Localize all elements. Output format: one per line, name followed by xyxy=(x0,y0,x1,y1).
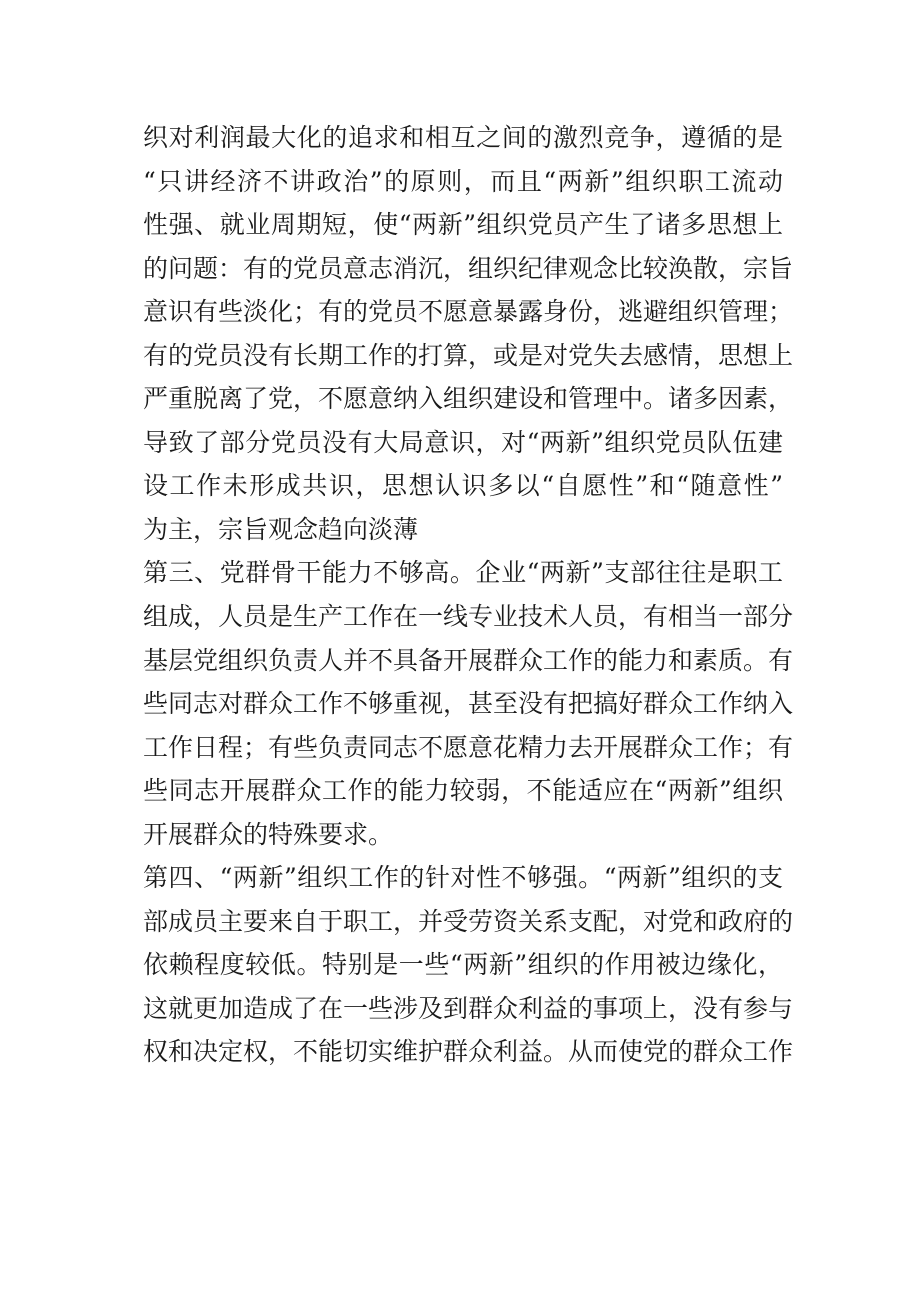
text-line: 部成员主要来自于职工，并受劳资关系支配，对党和政府的 xyxy=(143,906,794,936)
text-line: 的问题：有的党员意志消沉，组织纪律观念比较涣散，宗旨 xyxy=(143,253,794,283)
text-line: 工作日程；有些负责同志不愿意花精力去开展群众工作；有 xyxy=(143,732,794,762)
text-line: 些同志开展群众工作的能力较弱，不能适应在“两新”组织 xyxy=(143,776,783,806)
text-line: 第三、党群骨干能力不够高。企业“两新”支部往往是职工 xyxy=(143,558,783,588)
text-line: 第四、“两新”组织工作的针对性不够强。“两新”组织的支 xyxy=(143,863,783,893)
text-line: 意识有些淡化；有的党员不愿意暴露身份，逃避组织管理； xyxy=(143,297,794,327)
text-line: 织对利润最大化的追求和相互之间的激烈竞争，遵循的是 xyxy=(143,123,783,152)
body-text xyxy=(143,116,794,1074)
paragraph-last-line: 为主，宗旨观念趋向淡薄 xyxy=(143,514,419,544)
text-line: 组成，人员是生产工作在一线专业技术人员，有相当一部分 xyxy=(143,602,794,632)
text-line: “只讲经济不讲政治”的原则，而且“两新”组织职工流动 xyxy=(143,166,783,196)
text-line: 严重脱离了党，不愿意纳入组织建设和管理中。诸多因素， xyxy=(143,384,794,414)
text-line: 权和决定权，不能切实维护群众利益。从而使党的群众工作 xyxy=(143,1037,794,1067)
text-line: 性强、就业周期短，使“两新”组织党员产生了诸多思想上 xyxy=(143,210,783,240)
text-line: 这就更加造成了在一些涉及到群众利益的事项上，没有参与 xyxy=(143,993,794,1023)
text-line: 些同志对群众工作不够重视，甚至没有把搞好群众工作纳入 xyxy=(143,689,794,719)
text-line: 基层党组织负责人并不具备开展群众工作的能力和素质。有 xyxy=(143,645,794,675)
text-line: 导致了部分党员没有大局意识，对“两新”组织党员队伍建 xyxy=(143,427,783,457)
paragraph-last-line: 开展群众的特殊要求。 xyxy=(143,819,394,849)
text-line: 依赖程度较低。特别是一些“两新”组织的作用被边缘化， xyxy=(143,950,783,980)
text-line: 设工作未形成共识，思想认识多以“自愿性”和“随意性” xyxy=(143,471,784,501)
text-line: 有的党员没有长期工作的打算，或是对党失去感情，思想上 xyxy=(143,340,794,370)
